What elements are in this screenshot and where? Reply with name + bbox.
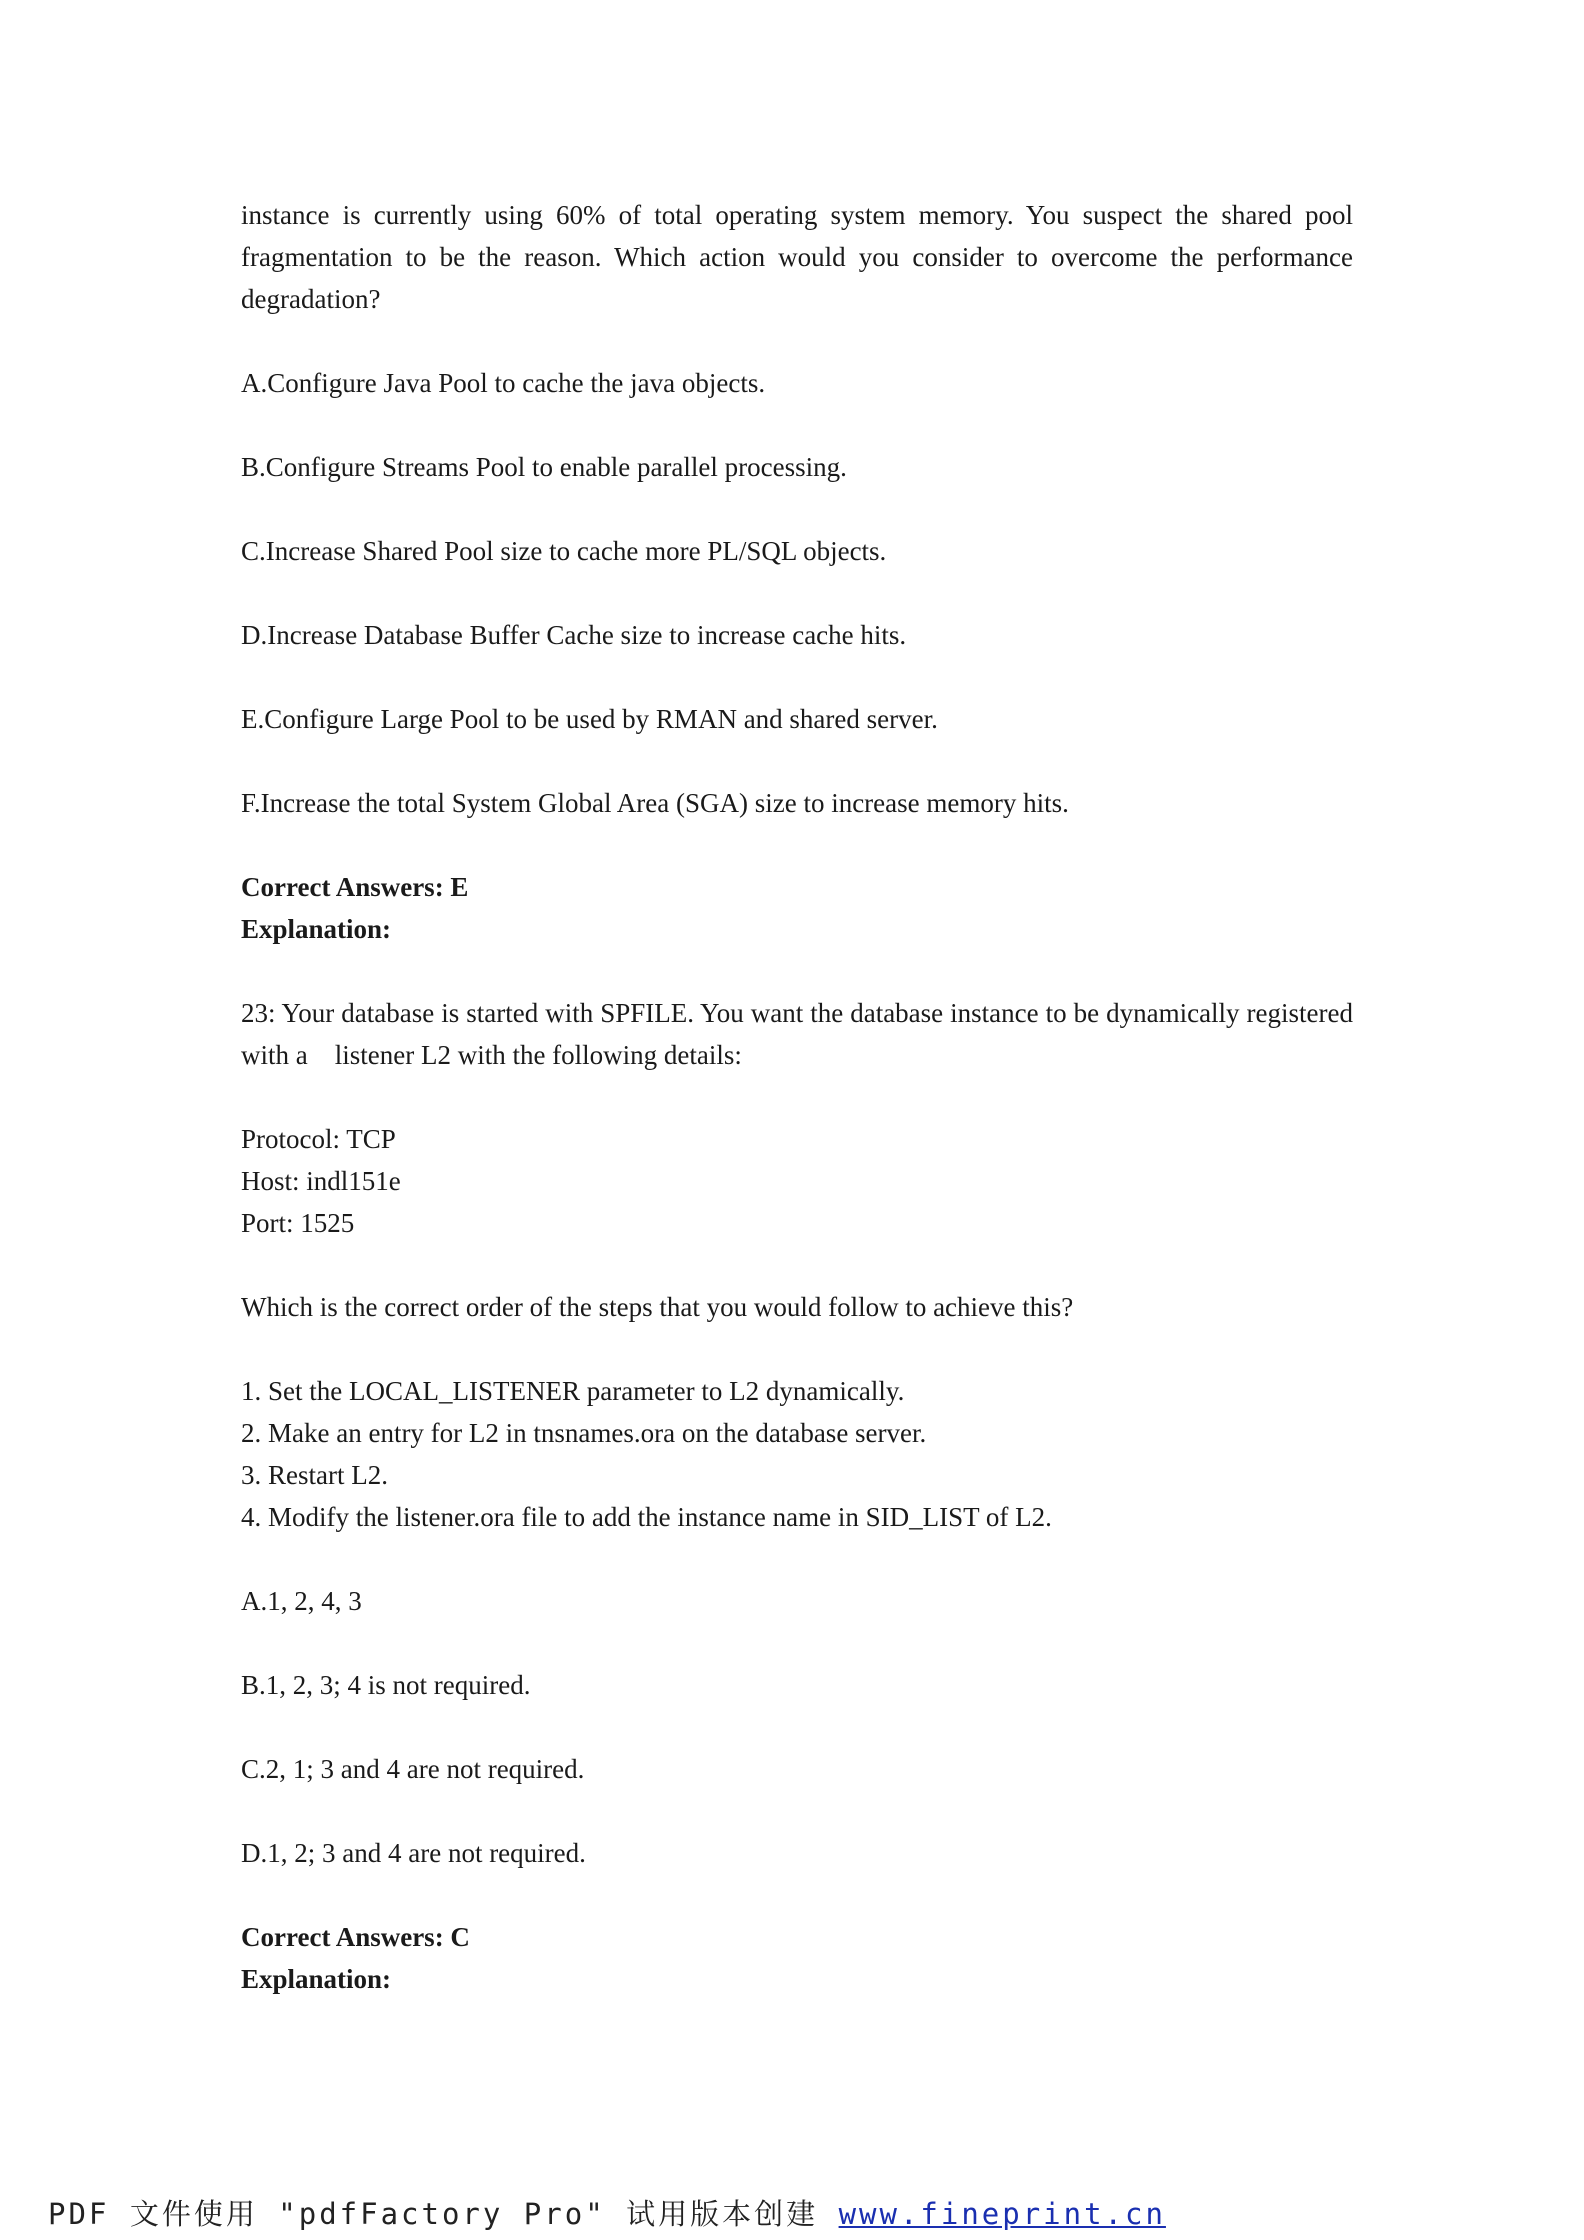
q22-option-c: C.Increase Shared Pool size to cache more PL/SQL objects. — [241, 536, 887, 566]
q22-explanation-heading: Explanation: — [241, 914, 392, 944]
pdf-watermark-footer — [48, 2192, 1166, 2233]
q23-option-b: B.1, 2, 3; 4 is not required. — [241, 1670, 531, 1700]
q22-option-b: B.Configure Streams Pool to enable parallel processing. — [241, 452, 847, 482]
page-content — [241, 194, 1360, 2000]
q23-step-1: 1. Set the LOCAL_LISTENER parameter to L2 dynamically. — [241, 1376, 905, 1406]
fineprint-link[interactable]: www.fineprint.cn — [838, 2197, 1166, 2231]
q23-correct-answer: Correct Answers: C — [241, 1922, 470, 1952]
q22-option-f: F.Increase the total System Global Area (SGA) size to increase memory hits. — [241, 788, 1069, 818]
q23-step-2: 2. Make an entry for L2 in tnsnames.ora on the database server. — [241, 1418, 927, 1448]
footer-text: PDF 文件使用 "pdfFactory Pro" 试用版本创建 — [48, 2197, 839, 2231]
q23-detail-port: Port: 1525 — [241, 1208, 355, 1238]
q23-explanation-heading: Explanation: — [241, 1964, 392, 1994]
q23-detail-host: Host: indl151e — [241, 1166, 401, 1196]
q23-option-d: D.1, 2; 3 and 4 are not required. — [241, 1838, 586, 1868]
q23-option-a: A.1, 2, 4, 3 — [241, 1586, 362, 1616]
q23-step-3: 3. Restart L2. — [241, 1460, 388, 1490]
q22-option-d: D.Increase Database Buffer Cache size to increase cache hits. — [241, 620, 907, 650]
q23-prompt: Which is the correct order of the steps that you would follow to achieve this? — [241, 1292, 1074, 1322]
q23-question-text: 23: Your database is started with SPFILE. You want the database instance to be dynamically registered with a listener L2 with the following details: — [241, 998, 1360, 1070]
question-continuation-text: instance is currently using 60% of total operating system memory. You suspect the shared pool fragmentation to be the reason. Which action would you consider to overcome the performance degradation? — [241, 200, 1353, 314]
q22-correct-answer: Correct Answers: E — [241, 872, 469, 902]
q23-option-c: C.2, 1; 3 and 4 are not required. — [241, 1754, 585, 1784]
q22-option-e: E.Configure Large Pool to be used by RMAN and shared server. — [241, 704, 938, 734]
q23-step-4: 4. Modify the listener.ora file to add the instance name in SID_LIST of L2. — [241, 1502, 1052, 1532]
q22-option-a: A.Configure Java Pool to cache the java objects. — [241, 368, 766, 398]
q23-detail-protocol: Protocol: TCP — [241, 1124, 396, 1154]
